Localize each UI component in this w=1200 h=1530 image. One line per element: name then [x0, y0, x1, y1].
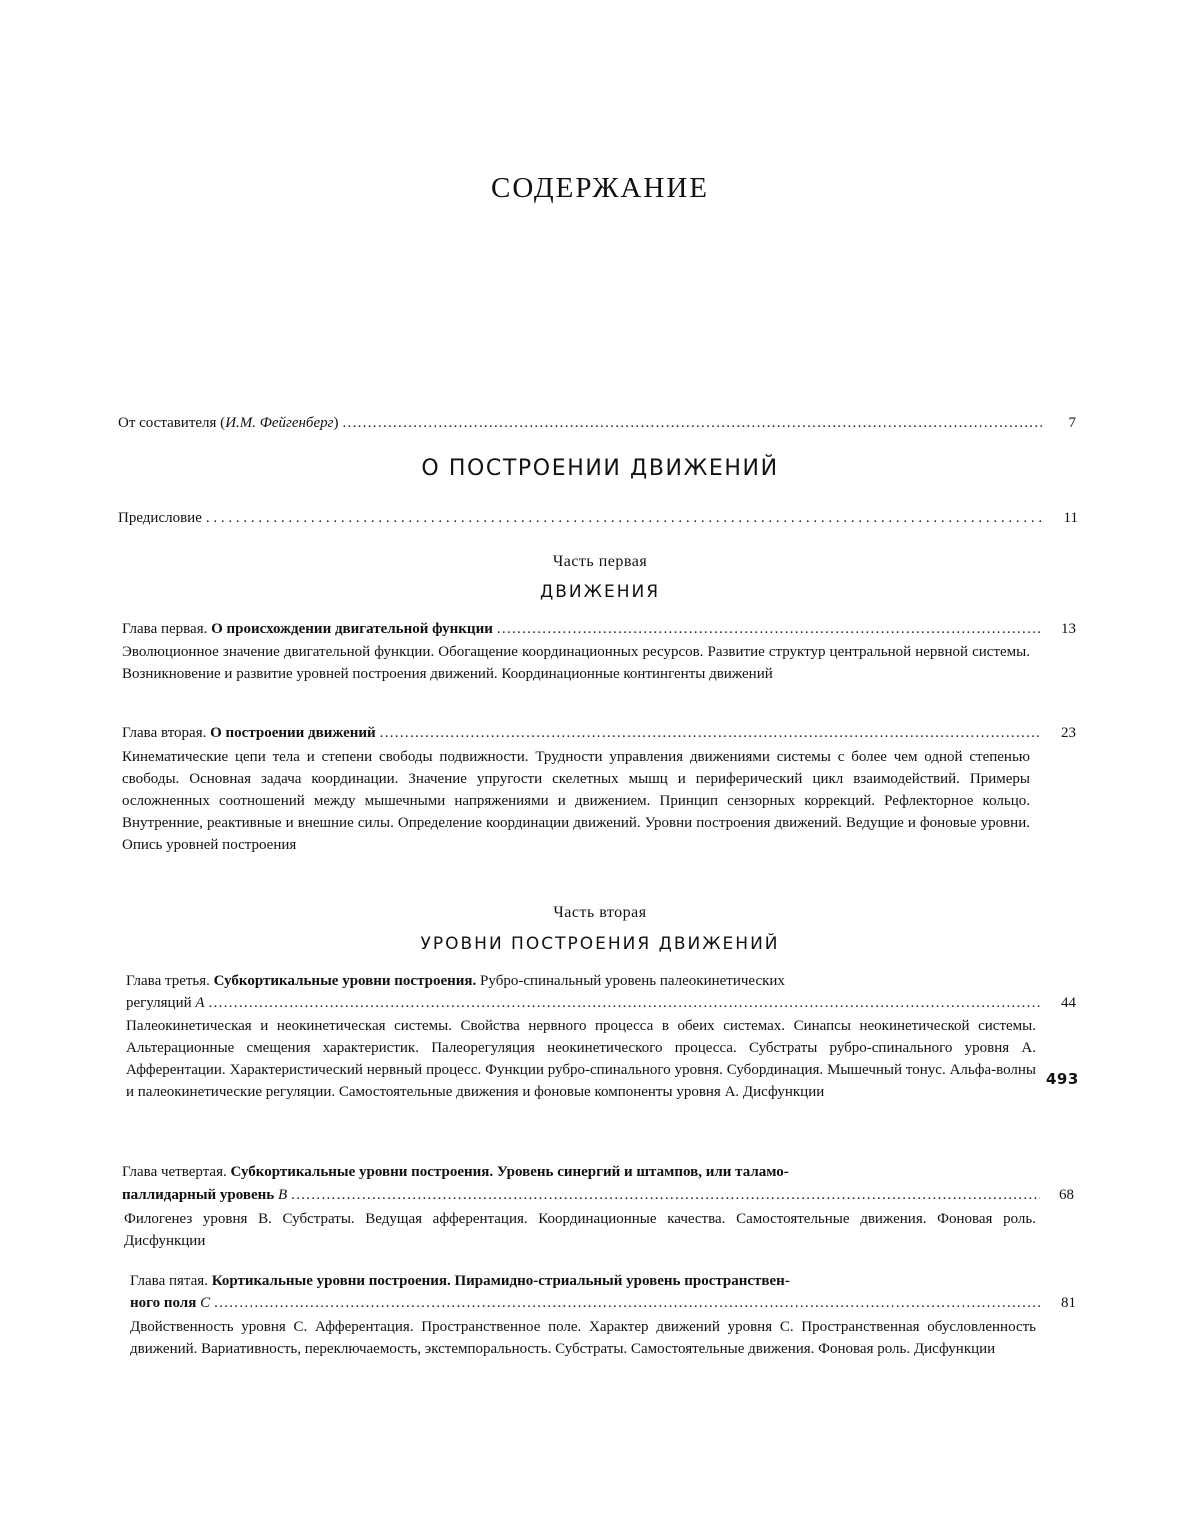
toc-entry-label: регуляций А	[126, 995, 205, 1011]
dot-leader	[206, 507, 1044, 529]
chapter-abstract: Двойственность уровня С. Афферентация. Пространственное поле. Характер движений уровня С. Пространственная обусловленность движений. Вариативность, переключаемость, экстемпоральность. Субстраты. Самостоятельные движения. Фоновая роль. Дисфункции	[130, 1319, 1036, 1357]
compiler-name: И.М. Фейгенберг	[225, 415, 334, 431]
dot-leader	[497, 618, 1042, 640]
page-number: 23	[1061, 725, 1076, 741]
part-label: Часть первая	[552, 553, 648, 570]
page-number: 68	[1059, 1187, 1074, 1203]
dot-leader	[380, 722, 1042, 744]
toc-entry-chapter-3-title[interactable]: Глава третья. Субкортикальные уровни построения. Рубро-спинальный уровень палеокинетических	[126, 973, 785, 989]
toc-entry-chapter-2[interactable]	[122, 722, 1076, 744]
toc-entry-preface[interactable]	[118, 507, 1078, 529]
chapter-abstract: Палеокинетическая и неокинетическая системы. Свойства нервного процесса в обеих системах. Синапсы неокинетической системы. Альтерационные смещения характеристик. Палеорегуляция неокинетического процесса. Субстраты рубро-спинального уровня А. Афферентации. Характеристический нервный процесс. Функции рубро-спинального уровня. Субординация. Мышечный тонус. Альфа-волны и палеокинетические регуляции. Самостоятельные движения и фоновые компоненты уровня А. Дисфункции	[126, 1018, 1036, 1100]
toc-entry-chapter-5[interactable]	[130, 1292, 1076, 1314]
page-folio: 493	[1046, 1070, 1079, 1088]
page-title: СОДЕРЖАНИЕ	[491, 172, 709, 204]
toc-entry-label: паллидарный уровень В	[122, 1187, 288, 1203]
dot-leader	[214, 1292, 1042, 1314]
dot-leader	[291, 1184, 1040, 1206]
chapter-abstract: Кинематические цепи тела и степени свободы подвижности. Трудности управления движениями системы с более чем одной степенью свободы. Основная задача координации. Значение упругости скелетных мышц и периферический цикл взаимодействий. Примеры осложненных соотношений между мышечными напряжениями и движением. Принцип сензорных коррекций. Рефлекторное кольцо. Внутренние, реактивные и внешние силы. Определение координации движений. Уровни построения движений. Ведущие и фоновые уровни. Опись уровней построения	[122, 749, 1030, 853]
toc-entry-label: От составителя (И.М. Фейгенберг)	[118, 415, 339, 431]
part-title: УРОВНИ ПОСТРОЕНИЯ ДВИЖЕНИЙ	[420, 934, 780, 954]
toc-entry-label: Глава первая. О происхождении двигательной функции	[122, 621, 493, 637]
page-number: 81	[1061, 1295, 1076, 1311]
toc-entry-label: ного поля С	[130, 1295, 211, 1311]
toc-entry-chapter-3[interactable]	[126, 992, 1076, 1014]
chapter-abstract: Филогенез уровня В. Субстраты. Ведущая афферентация. Координационные качества. Самостоятельные движения. Фоновая роль. Дисфункции	[124, 1211, 1036, 1249]
toc-entry-compiler[interactable]	[118, 412, 1076, 434]
toc-entry-chapter-1[interactable]	[122, 618, 1076, 640]
toc-entry-chapter-4[interactable]	[122, 1184, 1074, 1206]
page-number: 7	[1068, 415, 1076, 431]
toc-entry-chapter-5-title[interactable]: Глава пятая. Кортикальные уровни построения. Пирамидно-стриальный уровень пространствен-	[130, 1273, 790, 1289]
toc-entry-label: Глава вторая. О построении движений	[122, 725, 376, 741]
dot-leader	[209, 992, 1042, 1014]
page-number: 13	[1061, 621, 1076, 637]
dot-leader	[343, 412, 1043, 434]
page-number: 11	[1063, 510, 1078, 526]
toc-entry-chapter-4-title[interactable]: Глава четвертая. Субкортикальные уровни построения. Уровень синергий и штампов, или таламо-	[122, 1164, 789, 1180]
part-title: ДВИЖЕНИЯ	[539, 582, 661, 602]
page-number: 44	[1061, 995, 1076, 1011]
book-title: О ПОСТРОЕНИИ ДВИЖЕНИЙ	[421, 456, 779, 481]
part-label: Часть вторая	[553, 904, 647, 921]
toc-entry-label: Предисловие	[118, 510, 202, 526]
chapter-abstract: Эволюционное значение двигательной функции. Обогащение координационных ресурсов. Развитие структур центральной нервной системы. Возникновение и развитие уровней построения движений. Координационные контингенты движений	[122, 644, 1030, 682]
